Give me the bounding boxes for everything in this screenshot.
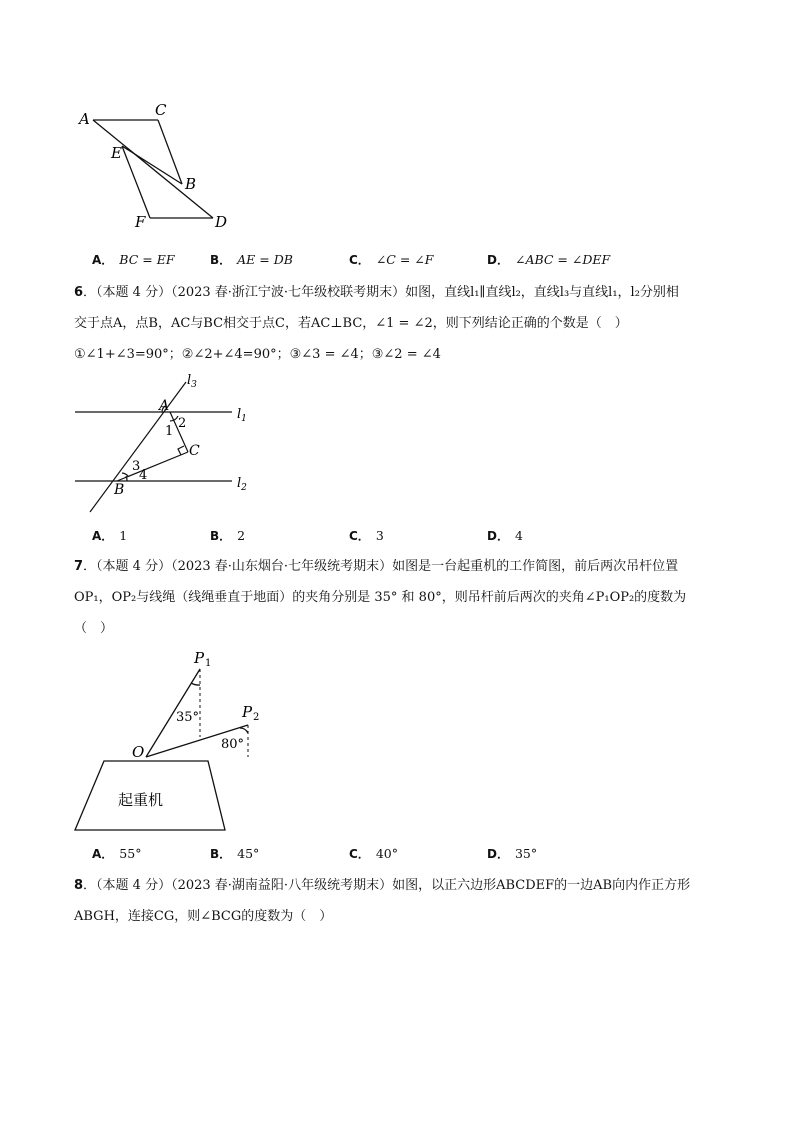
angle-label-1: 1 (165, 424, 174, 439)
q7-option-a[interactable]: A． 55° (92, 846, 142, 861)
q7-stem-line1: 7．（本题 4 分）（2023 春·山东烟台·七年级统考期末）如图是一台起重机的工作简图，前后两次吊杆位置 (74, 559, 679, 574)
q7-stem-line2: OP₁，OP₂与线绳（线绳垂直于地面）的夹角分别是 35° 和 80°，则吊杆前后两次的夹角∠P₁OP₂的度数为 (74, 590, 687, 605)
label-A: A (159, 398, 170, 414)
label-E: E (111, 144, 122, 162)
label-l1: $l_1$ (237, 407, 247, 424)
q6-option-b[interactable]: B． 2 (210, 528, 246, 543)
label-l3: $l_3$ (187, 373, 197, 390)
angle-label-3: 3 (132, 459, 141, 474)
label-C: C (189, 443, 200, 459)
label-A: A (79, 110, 90, 128)
q5-option-c[interactable]: C． ∠C = ∠F (349, 252, 434, 267)
angle-35: 35° (176, 710, 200, 725)
figure-q7-crane-diagram (70, 645, 280, 835)
q6-stem-line1: 6．（本题 4 分）（2023 春·浙江宁波·七年级校联考期末）如图，直线l₁∥直线l₂，直线l₃与直线l₁，l₂分别相 (74, 285, 679, 300)
q5-option-a[interactable]: A． BC = EF (92, 252, 175, 267)
q7-option-d[interactable]: D． 35° (487, 846, 538, 861)
angle-label-2: 2 (178, 416, 187, 431)
label-D: D (215, 213, 228, 231)
label-O: O (132, 743, 145, 761)
label-B: B (114, 482, 125, 498)
crane-label: 起重机 (118, 791, 164, 809)
q6-option-d[interactable]: D． 4 (487, 528, 523, 543)
label-P2-subscript: 2 (253, 712, 260, 723)
label-B: B (185, 175, 197, 193)
q7-option-c[interactable]: C． 40° (349, 846, 398, 861)
q5-option-b[interactable]: B． AE = DB (210, 252, 293, 267)
label-C: C (155, 101, 167, 119)
label-P1-subscript: 1 (205, 658, 212, 669)
q6-stem-line2: 交于点A，点B，AC与BC相交于点C，若AC⊥BC，∠1 = ∠2，则下列结论正确的个数是（ ） (74, 316, 628, 331)
figure-q5-diagram (70, 98, 250, 238)
label-l2: $l_2$ (237, 476, 247, 493)
q5-option-d[interactable]: D． ∠ABC = ∠DEF (487, 252, 611, 267)
q7-stem-line3: （ ） (74, 621, 114, 636)
label-F: F (135, 213, 146, 231)
q7-option-b[interactable]: B． 45° (210, 846, 260, 861)
q6-option-a[interactable]: A． 1 (92, 528, 128, 543)
angle-80: 80° (221, 737, 245, 752)
label-P2: P (242, 703, 253, 721)
angle-label-4: 4 (139, 468, 148, 483)
label-P1: P (194, 649, 205, 667)
q8-stem-line2: ABGH，连接CG，则∠BCG的度数为（ ） (74, 909, 333, 924)
q6-option-c[interactable]: C． 3 (349, 528, 384, 543)
q6-statements: ①∠1+∠3=90°；②∠2+∠4=90°；③∠3 = ∠4；③∠2 = ∠4 (74, 347, 441, 362)
q8-stem-line1: 8．（本题 4 分）（2023 春·湖南益阳·八年级统考期末）如图，以正六边形ABCDEF的一边AB向内作正方形 (74, 878, 691, 893)
figure-q6-diagram (70, 370, 270, 520)
